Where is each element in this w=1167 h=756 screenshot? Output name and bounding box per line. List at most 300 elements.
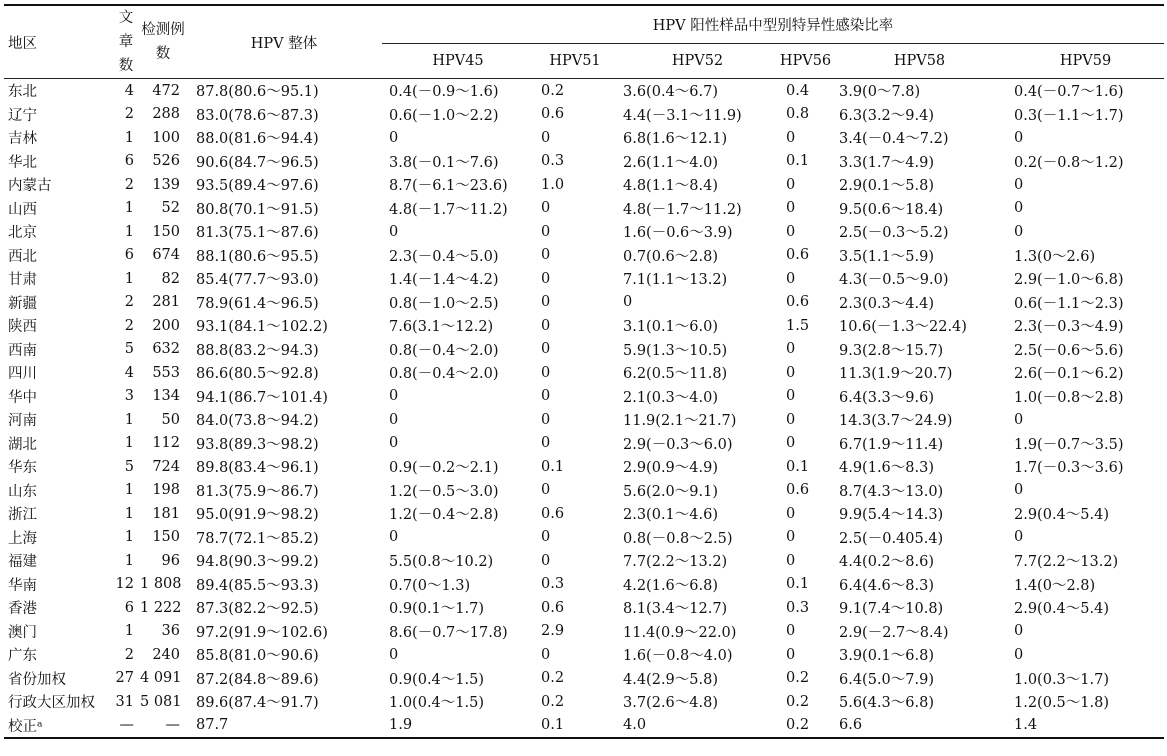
cell-hpv56: 0 bbox=[786, 505, 796, 522]
cell-hpv58: 5.6(4.3～6.8) bbox=[839, 695, 934, 712]
cell-articles: 1 bbox=[124, 552, 134, 569]
cell-hpv51: 0.3 bbox=[541, 576, 565, 593]
cell-hpv59: 0.6(－1.1～2.3) bbox=[1014, 295, 1124, 312]
table-row bbox=[4, 197, 1164, 221]
cell-hpv59: 0 bbox=[1014, 411, 1024, 428]
cell-overall: 87.3(82.2～92.5) bbox=[196, 601, 319, 618]
cell-hpv58: 3.3(1.7～4.9) bbox=[839, 154, 934, 171]
cell-overall: 93.5(89.4～97.6) bbox=[196, 178, 319, 195]
cell-cases: 674 bbox=[152, 247, 180, 264]
cell-region: 吉林 bbox=[8, 131, 37, 148]
cell-cases: 632 bbox=[152, 341, 180, 358]
cell-hpv58: 2.3(0.3～4.4) bbox=[839, 295, 934, 312]
cell-hpv45: 0.9(0.4～1.5) bbox=[389, 671, 484, 688]
header-overall: HPV 整体 bbox=[186, 5, 382, 79]
cell-hpv51: 0 bbox=[541, 435, 551, 452]
cell-cases: 4 091 bbox=[140, 670, 182, 687]
table-row bbox=[4, 714, 1164, 739]
cell-cases: 240 bbox=[152, 646, 180, 663]
table-row bbox=[4, 549, 1164, 573]
cell-hpv59: 0 bbox=[1014, 482, 1024, 499]
cell-hpv59: 0 bbox=[1014, 200, 1024, 217]
cell-hpv58: 3.4(－0.4～7.2) bbox=[839, 131, 949, 148]
cell-hpv52: 0.8(－0.8～2.5) bbox=[623, 530, 733, 547]
cell-hpv58: 4.3(－0.5～9.0) bbox=[839, 272, 949, 289]
cell-region: 西南 bbox=[8, 342, 37, 359]
cell-overall: 93.8(89.3～98.2) bbox=[196, 436, 319, 453]
cell-cases: 100 bbox=[152, 129, 180, 146]
header-region: 地区 bbox=[4, 5, 112, 79]
header-cases: 检测例数 bbox=[140, 5, 186, 79]
cell-articles: 6 bbox=[124, 153, 134, 170]
cell-hpv56: 0.8 bbox=[786, 106, 810, 123]
cell-hpv51: 0 bbox=[541, 200, 551, 217]
cell-region: 西北 bbox=[8, 248, 37, 265]
table-row bbox=[4, 173, 1164, 197]
cell-hpv51: 0 bbox=[541, 294, 551, 311]
table-row bbox=[4, 620, 1164, 644]
cell-hpv58: 10.6(－1.3～22.4) bbox=[839, 319, 967, 336]
cell-hpv58: 6.7(1.9～11.4) bbox=[839, 436, 944, 453]
cell-hpv59: 0 bbox=[1014, 129, 1024, 146]
cell-overall: 78.7(72.1～85.2) bbox=[196, 530, 319, 547]
cell-hpv51: 0.2 bbox=[541, 693, 565, 710]
cell-region: 上海 bbox=[8, 530, 37, 547]
cell-hpv56: 0 bbox=[786, 623, 796, 640]
cell-hpv52: 7.1(1.1～13.2) bbox=[623, 272, 728, 289]
cell-region: 广东 bbox=[8, 648, 37, 665]
cell-hpv56: 0 bbox=[786, 270, 796, 287]
cell-region: 省份加权 bbox=[8, 671, 66, 688]
table-row bbox=[4, 479, 1164, 503]
cell-hpv52: 0.7(0.6～2.8) bbox=[623, 248, 718, 265]
cell-hpv51: 0 bbox=[541, 129, 551, 146]
cell-articles: 1 bbox=[124, 529, 134, 546]
cell-region: 浙江 bbox=[8, 507, 37, 524]
cell-articles: 31 bbox=[115, 693, 134, 710]
cell-overall: 90.6(84.7～96.5) bbox=[196, 154, 319, 171]
cell-hpv52: 2.6(1.1～4.0) bbox=[623, 154, 718, 171]
cell-hpv52: 4.4(－3.1～11.9) bbox=[623, 107, 742, 124]
cell-hpv51: 0 bbox=[541, 247, 551, 264]
cell-hpv52: 5.6(2.0～9.1) bbox=[623, 483, 718, 500]
cell-hpv51: 0.2 bbox=[541, 670, 565, 687]
cell-articles: 6 bbox=[124, 599, 134, 616]
cell-cases: 288 bbox=[152, 106, 180, 123]
cell-region: 福建 bbox=[8, 554, 37, 571]
cell-hpv59: 0 bbox=[1014, 646, 1024, 663]
cell-hpv56: 0.1 bbox=[786, 458, 810, 475]
cell-hpv58: 3.5(1.1～5.9) bbox=[839, 248, 934, 265]
cell-hpv58: 4.9(1.6～8.3) bbox=[839, 460, 934, 477]
cell-hpv52: 2.3(0.1～4.6) bbox=[623, 507, 718, 524]
table-row bbox=[4, 667, 1164, 691]
cell-overall: 78.9(61.4～96.5) bbox=[196, 295, 319, 312]
cell-hpv59: 1.0(－0.8～2.8) bbox=[1014, 389, 1124, 406]
cell-hpv45: 0.8(－1.0～2.5) bbox=[389, 295, 499, 312]
cell-region: 华南 bbox=[8, 577, 37, 594]
cell-hpv58: 6.6 bbox=[832, 714, 1007, 739]
cell-articles: 1 bbox=[124, 623, 134, 640]
cell-hpv56: 0 bbox=[786, 341, 796, 358]
cell-overall: 93.1(84.1～102.2) bbox=[196, 319, 328, 336]
table-row bbox=[4, 526, 1164, 550]
cell-hpv59: 1.0(0.3～1.7) bbox=[1014, 671, 1109, 688]
cell-articles: 1 bbox=[124, 270, 134, 287]
cell-hpv51: 0.6 bbox=[541, 599, 565, 616]
header-hpv45: HPV45 bbox=[382, 43, 534, 78]
cell-hpv58: 4.4(0.2～8.6) bbox=[839, 554, 934, 571]
cell-overall: 94.8(90.3～99.2) bbox=[196, 554, 319, 571]
header-type-specific-group: HPV 阳性样品中型别特异性感染比率 bbox=[382, 5, 1164, 43]
cell-overall: 84.0(73.8～94.2) bbox=[196, 413, 319, 430]
cell-articles: 1 bbox=[124, 482, 134, 499]
cell-hpv59: 2.9(0.4～5.4) bbox=[1014, 507, 1109, 524]
cell-hpv52: 1.6(－0.6～3.9) bbox=[623, 225, 733, 242]
cell-articles: 6 bbox=[124, 247, 134, 264]
cell-region: 湖北 bbox=[8, 436, 37, 453]
table-row bbox=[4, 103, 1164, 127]
cell-hpv45: 0.9(－0.2～2.1) bbox=[389, 460, 499, 477]
cell-articles: 12 bbox=[115, 576, 134, 593]
table-row bbox=[4, 150, 1164, 174]
cell-hpv59: 2.6(－0.1～6.2) bbox=[1014, 366, 1124, 383]
cell-hpv56: 0.6 bbox=[786, 247, 810, 264]
table-row bbox=[4, 220, 1164, 244]
cell-hpv52: 8.1(3.4～12.7) bbox=[623, 601, 728, 618]
cell-cases: 150 bbox=[152, 223, 180, 240]
cell-cases: 36 bbox=[161, 623, 180, 640]
cell-cases: 281 bbox=[152, 294, 180, 311]
cell-hpv51: 0 bbox=[541, 482, 551, 499]
table-row bbox=[4, 502, 1164, 526]
cell-hpv45: 1.4(－1.4～4.2) bbox=[389, 272, 499, 289]
cell-hpv58: 2.9(－2.7～8.4) bbox=[839, 624, 949, 641]
cell-hpv52: 2.1(0.3～4.0) bbox=[623, 389, 718, 406]
table-row bbox=[4, 408, 1164, 432]
cell-hpv52: 4.0 bbox=[616, 714, 779, 739]
cell-hpv45: 1.9 bbox=[382, 714, 534, 739]
cell-hpv56: 0.3 bbox=[786, 599, 810, 616]
cell-articles: 2 bbox=[124, 106, 134, 123]
header-articles: 文章数 bbox=[112, 5, 140, 79]
cell-hpv59: 2.9(－1.0～6.8) bbox=[1014, 272, 1124, 289]
cell-hpv59: 1.9(－0.7～3.5) bbox=[1014, 436, 1124, 453]
cell-articles: 3 bbox=[124, 388, 134, 405]
cell-region: 华北 bbox=[8, 154, 37, 171]
cell-articles: — bbox=[112, 714, 140, 739]
cell-overall: 85.4(77.7～93.0) bbox=[196, 272, 319, 289]
header-hpv58: HPV58 bbox=[832, 43, 1007, 78]
cell-region: 行政大区加权 bbox=[8, 695, 95, 712]
cell-hpv58: 9.3(2.8～15.7) bbox=[839, 342, 944, 359]
cell-hpv56: 0 bbox=[786, 388, 796, 405]
cell-hpv52: 7.7(2.2～13.2) bbox=[623, 554, 728, 571]
cell-region: 澳门 bbox=[8, 624, 37, 641]
cell-articles: 2 bbox=[124, 646, 134, 663]
cell-hpv51: 0 bbox=[541, 646, 551, 663]
cell-region: 校正ᵃ bbox=[4, 714, 112, 739]
cell-hpv45: 1.0(0.4～1.5) bbox=[389, 695, 484, 712]
cell-overall: 95.0(91.9～98.2) bbox=[196, 507, 319, 524]
cell-articles: 5 bbox=[124, 458, 134, 475]
cell-hpv56: 0 bbox=[786, 364, 796, 381]
cell-overall: 87.8(80.6～95.1) bbox=[196, 84, 319, 101]
cell-hpv51: 0.1 bbox=[534, 714, 616, 739]
cell-hpv58: 11.3(1.9～20.7) bbox=[839, 366, 953, 383]
cell-overall: 80.8(70.1～91.5) bbox=[196, 201, 319, 218]
cell-overall: 88.8(83.2～94.3) bbox=[196, 342, 319, 359]
cell-hpv58: 9.1(7.4～10.8) bbox=[839, 601, 944, 618]
cell-overall: 81.3(75.9～86.7) bbox=[196, 483, 319, 500]
cell-hpv51: 0 bbox=[541, 317, 551, 334]
cell-hpv56: 0 bbox=[786, 529, 796, 546]
cell-region: 华中 bbox=[8, 389, 37, 406]
cell-region: 四川 bbox=[8, 366, 37, 383]
cell-overall: 94.1(86.7～101.4) bbox=[196, 389, 328, 406]
cell-cases: 134 bbox=[152, 388, 180, 405]
cell-hpv45: 3.8(－0.1～7.6) bbox=[389, 154, 499, 171]
cell-overall: 85.8(81.0～90.6) bbox=[196, 648, 319, 665]
cell-hpv58: 3.9(0～7.8) bbox=[839, 84, 921, 101]
cell-cases: 82 bbox=[161, 270, 180, 287]
cell-hpv45: 0.7(0～1.3) bbox=[389, 577, 471, 594]
cell-hpv56: 0 bbox=[786, 129, 796, 146]
table-row bbox=[4, 361, 1164, 385]
cell-hpv45: 0 bbox=[389, 646, 399, 663]
cell-hpv52: 11.9(2.1～21.7) bbox=[623, 413, 737, 430]
cell-hpv52: 3.1(0.1～6.0) bbox=[623, 319, 718, 336]
cell-hpv58: 2.5(－0.3～5.2) bbox=[839, 225, 949, 242]
cell-cases: 526 bbox=[152, 153, 180, 170]
table-row bbox=[4, 267, 1164, 291]
cell-cases: 1 808 bbox=[140, 576, 182, 593]
table-row bbox=[4, 314, 1164, 338]
cell-hpv58: 9.5(0.6～18.4) bbox=[839, 201, 944, 218]
cell-hpv52: 0 bbox=[623, 294, 633, 311]
cell-hpv52: 4.4(2.9～5.8) bbox=[623, 671, 718, 688]
cell-region: 华东 bbox=[8, 460, 37, 477]
cell-cases: 52 bbox=[161, 200, 180, 217]
cell-hpv52: 6.8(1.6～12.1) bbox=[623, 131, 728, 148]
cell-articles: 27 bbox=[115, 670, 134, 687]
cell-hpv45: 5.5(0.8～10.2) bbox=[389, 554, 494, 571]
cell-articles: 1 bbox=[124, 411, 134, 428]
cell-articles: 5 bbox=[124, 341, 134, 358]
table-row bbox=[4, 596, 1164, 620]
cell-overall: 89.6(87.4～91.7) bbox=[196, 695, 319, 712]
cell-overall: 87.2(84.8～89.6) bbox=[196, 671, 319, 688]
header-hpv56: HPV56 bbox=[779, 43, 832, 78]
header-hpv52: HPV52 bbox=[616, 43, 779, 78]
cell-articles: 4 bbox=[124, 82, 134, 99]
cell-hpv58: 6.4(4.6～8.3) bbox=[839, 577, 934, 594]
cell-cases: 50 bbox=[161, 411, 180, 428]
cell-hpv59: 0.4(－0.7～1.6) bbox=[1014, 84, 1124, 101]
cell-hpv59: 0 bbox=[1014, 529, 1024, 546]
table-row bbox=[4, 455, 1164, 479]
cell-region: 甘肃 bbox=[8, 272, 37, 289]
cell-hpv51: 0.6 bbox=[541, 505, 565, 522]
cell-cases: 1 222 bbox=[140, 599, 182, 616]
cell-hpv52: 4.8(1.1～8.4) bbox=[623, 178, 718, 195]
cell-hpv56: 0.1 bbox=[786, 153, 810, 170]
cell-hpv59: 0 bbox=[1014, 623, 1024, 640]
cell-hpv51: 0 bbox=[541, 223, 551, 240]
cell-hpv58: 9.9(5.4～14.3) bbox=[839, 507, 944, 524]
hpv-infection-table bbox=[4, 4, 1164, 739]
cell-hpv45: 0.4(－0.9～1.6) bbox=[389, 84, 499, 101]
cell-hpv56: 0 bbox=[786, 646, 796, 663]
cell-hpv59: 2.3(－0.3～4.9) bbox=[1014, 319, 1124, 336]
cell-region: 内蒙古 bbox=[8, 178, 52, 195]
cell-hpv45: 7.6(3.1～12.2) bbox=[389, 319, 494, 336]
cell-hpv56: 0 bbox=[786, 200, 796, 217]
cell-hpv58: 3.9(0.1～6.8) bbox=[839, 648, 934, 665]
cell-overall: 86.6(80.5～92.8) bbox=[196, 366, 319, 383]
cell-hpv56: 0 bbox=[786, 435, 796, 452]
cell-hpv51: 0 bbox=[541, 529, 551, 546]
cell-hpv56: 1.5 bbox=[786, 317, 810, 334]
cell-hpv51: 0.6 bbox=[541, 106, 565, 123]
cell-cases: — bbox=[140, 714, 186, 739]
header-hpv51: HPV51 bbox=[534, 43, 616, 78]
cell-hpv59: 1.4 bbox=[1007, 714, 1164, 739]
cell-articles: 1 bbox=[124, 505, 134, 522]
cell-hpv45: 2.3(－0.4～5.0) bbox=[389, 248, 499, 265]
cell-cases: 181 bbox=[152, 505, 180, 522]
cell-hpv45: 0 bbox=[389, 529, 399, 546]
cell-hpv51: 0 bbox=[541, 341, 551, 358]
cell-hpv59: 1.3(0～2.6) bbox=[1014, 248, 1096, 265]
table-row bbox=[4, 79, 1164, 103]
cell-hpv58: 6.4(5.0～7.9) bbox=[839, 671, 934, 688]
cell-hpv52: 5.9(1.3～10.5) bbox=[623, 342, 728, 359]
cell-articles: 1 bbox=[124, 129, 134, 146]
cell-hpv56: 0.2 bbox=[786, 670, 810, 687]
table-row bbox=[4, 291, 1164, 315]
cell-articles: 1 bbox=[124, 435, 134, 452]
cell-hpv51: 0 bbox=[541, 388, 551, 405]
table-row bbox=[4, 432, 1164, 456]
cell-hpv45: 4.8(－1.7～11.2) bbox=[389, 201, 508, 218]
cell-cases: 112 bbox=[152, 435, 180, 452]
cell-hpv58: 8.7(4.3～13.0) bbox=[839, 483, 944, 500]
cell-articles: 1 bbox=[124, 200, 134, 217]
cell-hpv56: 0 bbox=[786, 411, 796, 428]
cell-hpv56: 0.2 bbox=[779, 714, 832, 739]
cell-hpv58: 2.5(－0.405.4) bbox=[839, 530, 944, 547]
cell-region: 北京 bbox=[8, 225, 37, 242]
cell-hpv51: 0.1 bbox=[541, 458, 565, 475]
cell-hpv59: 0.2(－0.8～1.2) bbox=[1014, 154, 1124, 171]
cell-hpv56: 0.6 bbox=[786, 482, 810, 499]
table-row bbox=[4, 244, 1164, 268]
table-row bbox=[4, 338, 1164, 362]
cell-hpv56: 0 bbox=[786, 223, 796, 240]
cell-cases: 472 bbox=[152, 82, 180, 99]
cell-articles: 2 bbox=[124, 294, 134, 311]
cell-cases: 96 bbox=[161, 552, 180, 569]
cell-overall: 97.2(91.9～102.6) bbox=[196, 624, 328, 641]
cell-hpv45: 8.7(－6.1～23.6) bbox=[389, 178, 508, 195]
cell-articles: 2 bbox=[124, 317, 134, 334]
cell-hpv52: 2.9(0.9～4.9) bbox=[623, 460, 718, 477]
cell-hpv45: 0 bbox=[389, 411, 399, 428]
cell-overall: 87.7 bbox=[186, 714, 382, 739]
cell-region: 东北 bbox=[8, 84, 37, 101]
cell-region: 陕西 bbox=[8, 319, 37, 336]
cell-hpv51: 0 bbox=[541, 411, 551, 428]
cell-hpv56: 0.2 bbox=[786, 693, 810, 710]
cell-hpv45: 8.6(－0.7～17.8) bbox=[389, 624, 508, 641]
cell-hpv45: 0.8(－0.4～2.0) bbox=[389, 366, 499, 383]
table-row bbox=[4, 126, 1164, 150]
cell-cases: 5 081 bbox=[140, 693, 182, 710]
cell-hpv59: 0 bbox=[1014, 223, 1024, 240]
cell-hpv56: 0 bbox=[786, 552, 796, 569]
cell-cases: 198 bbox=[152, 482, 180, 499]
cell-hpv45: 1.2(－0.4～2.8) bbox=[389, 507, 499, 524]
cell-cases: 553 bbox=[152, 364, 180, 381]
cell-hpv45: 1.2(－0.5～3.0) bbox=[389, 483, 499, 500]
table-row bbox=[4, 690, 1164, 714]
cell-hpv51: 0 bbox=[541, 270, 551, 287]
cell-hpv59: 1.4(0～2.8) bbox=[1014, 577, 1096, 594]
cell-hpv56: 0.6 bbox=[786, 294, 810, 311]
cell-overall: 83.0(78.6～87.3) bbox=[196, 107, 319, 124]
cell-hpv58: 6.4(3.3～9.6) bbox=[839, 389, 934, 406]
cell-cases: 724 bbox=[152, 458, 180, 475]
cell-hpv51: 2.9 bbox=[541, 623, 565, 640]
cell-hpv56: 0 bbox=[786, 176, 796, 193]
cell-cases: 200 bbox=[152, 317, 180, 334]
cell-cases: 139 bbox=[152, 176, 180, 193]
cell-hpv45: 0.8(－0.4～2.0) bbox=[389, 342, 499, 359]
cell-hpv45: 0 bbox=[389, 435, 399, 452]
cell-articles: 4 bbox=[124, 364, 134, 381]
cell-hpv45: 0 bbox=[389, 223, 399, 240]
cell-hpv45: 0 bbox=[389, 129, 399, 146]
cell-hpv59: 7.7(2.2～13.2) bbox=[1014, 554, 1119, 571]
cell-hpv59: 1.7(－0.3～3.6) bbox=[1014, 460, 1124, 477]
table-row bbox=[4, 385, 1164, 409]
cell-hpv52: 4.2(1.6～6.8) bbox=[623, 577, 718, 594]
cell-region: 香港 bbox=[8, 601, 37, 618]
header-hpv59: HPV59 bbox=[1007, 43, 1164, 78]
cell-region: 辽宁 bbox=[8, 107, 37, 124]
cell-hpv56: 0.1 bbox=[786, 576, 810, 593]
cell-hpv52: 3.7(2.6～4.8) bbox=[623, 695, 718, 712]
cell-hpv52: 6.2(0.5～11.8) bbox=[623, 366, 728, 383]
cell-hpv52: 2.9(－0.3～6.0) bbox=[623, 436, 733, 453]
cell-overall: 81.3(75.1～87.6) bbox=[196, 225, 319, 242]
table-body bbox=[4, 79, 1164, 739]
cell-hpv59: 0 bbox=[1014, 176, 1024, 193]
cell-hpv56: 0.4 bbox=[786, 82, 810, 99]
cell-cases: 150 bbox=[152, 529, 180, 546]
cell-hpv52: 11.4(0.9～22.0) bbox=[623, 624, 737, 641]
cell-overall: 89.8(83.4～96.1) bbox=[196, 460, 319, 477]
table-row bbox=[4, 643, 1164, 667]
table-row bbox=[4, 573, 1164, 597]
cell-hpv59: 2.5(－0.6～5.6) bbox=[1014, 342, 1124, 359]
cell-hpv52: 1.6(－0.8～4.0) bbox=[623, 648, 733, 665]
cell-hpv51: 0.2 bbox=[541, 82, 565, 99]
cell-hpv45: 0.6(－1.0～2.2) bbox=[389, 107, 499, 124]
table-container bbox=[4, 4, 1164, 739]
cell-hpv58: 14.3(3.7～24.9) bbox=[839, 413, 953, 430]
